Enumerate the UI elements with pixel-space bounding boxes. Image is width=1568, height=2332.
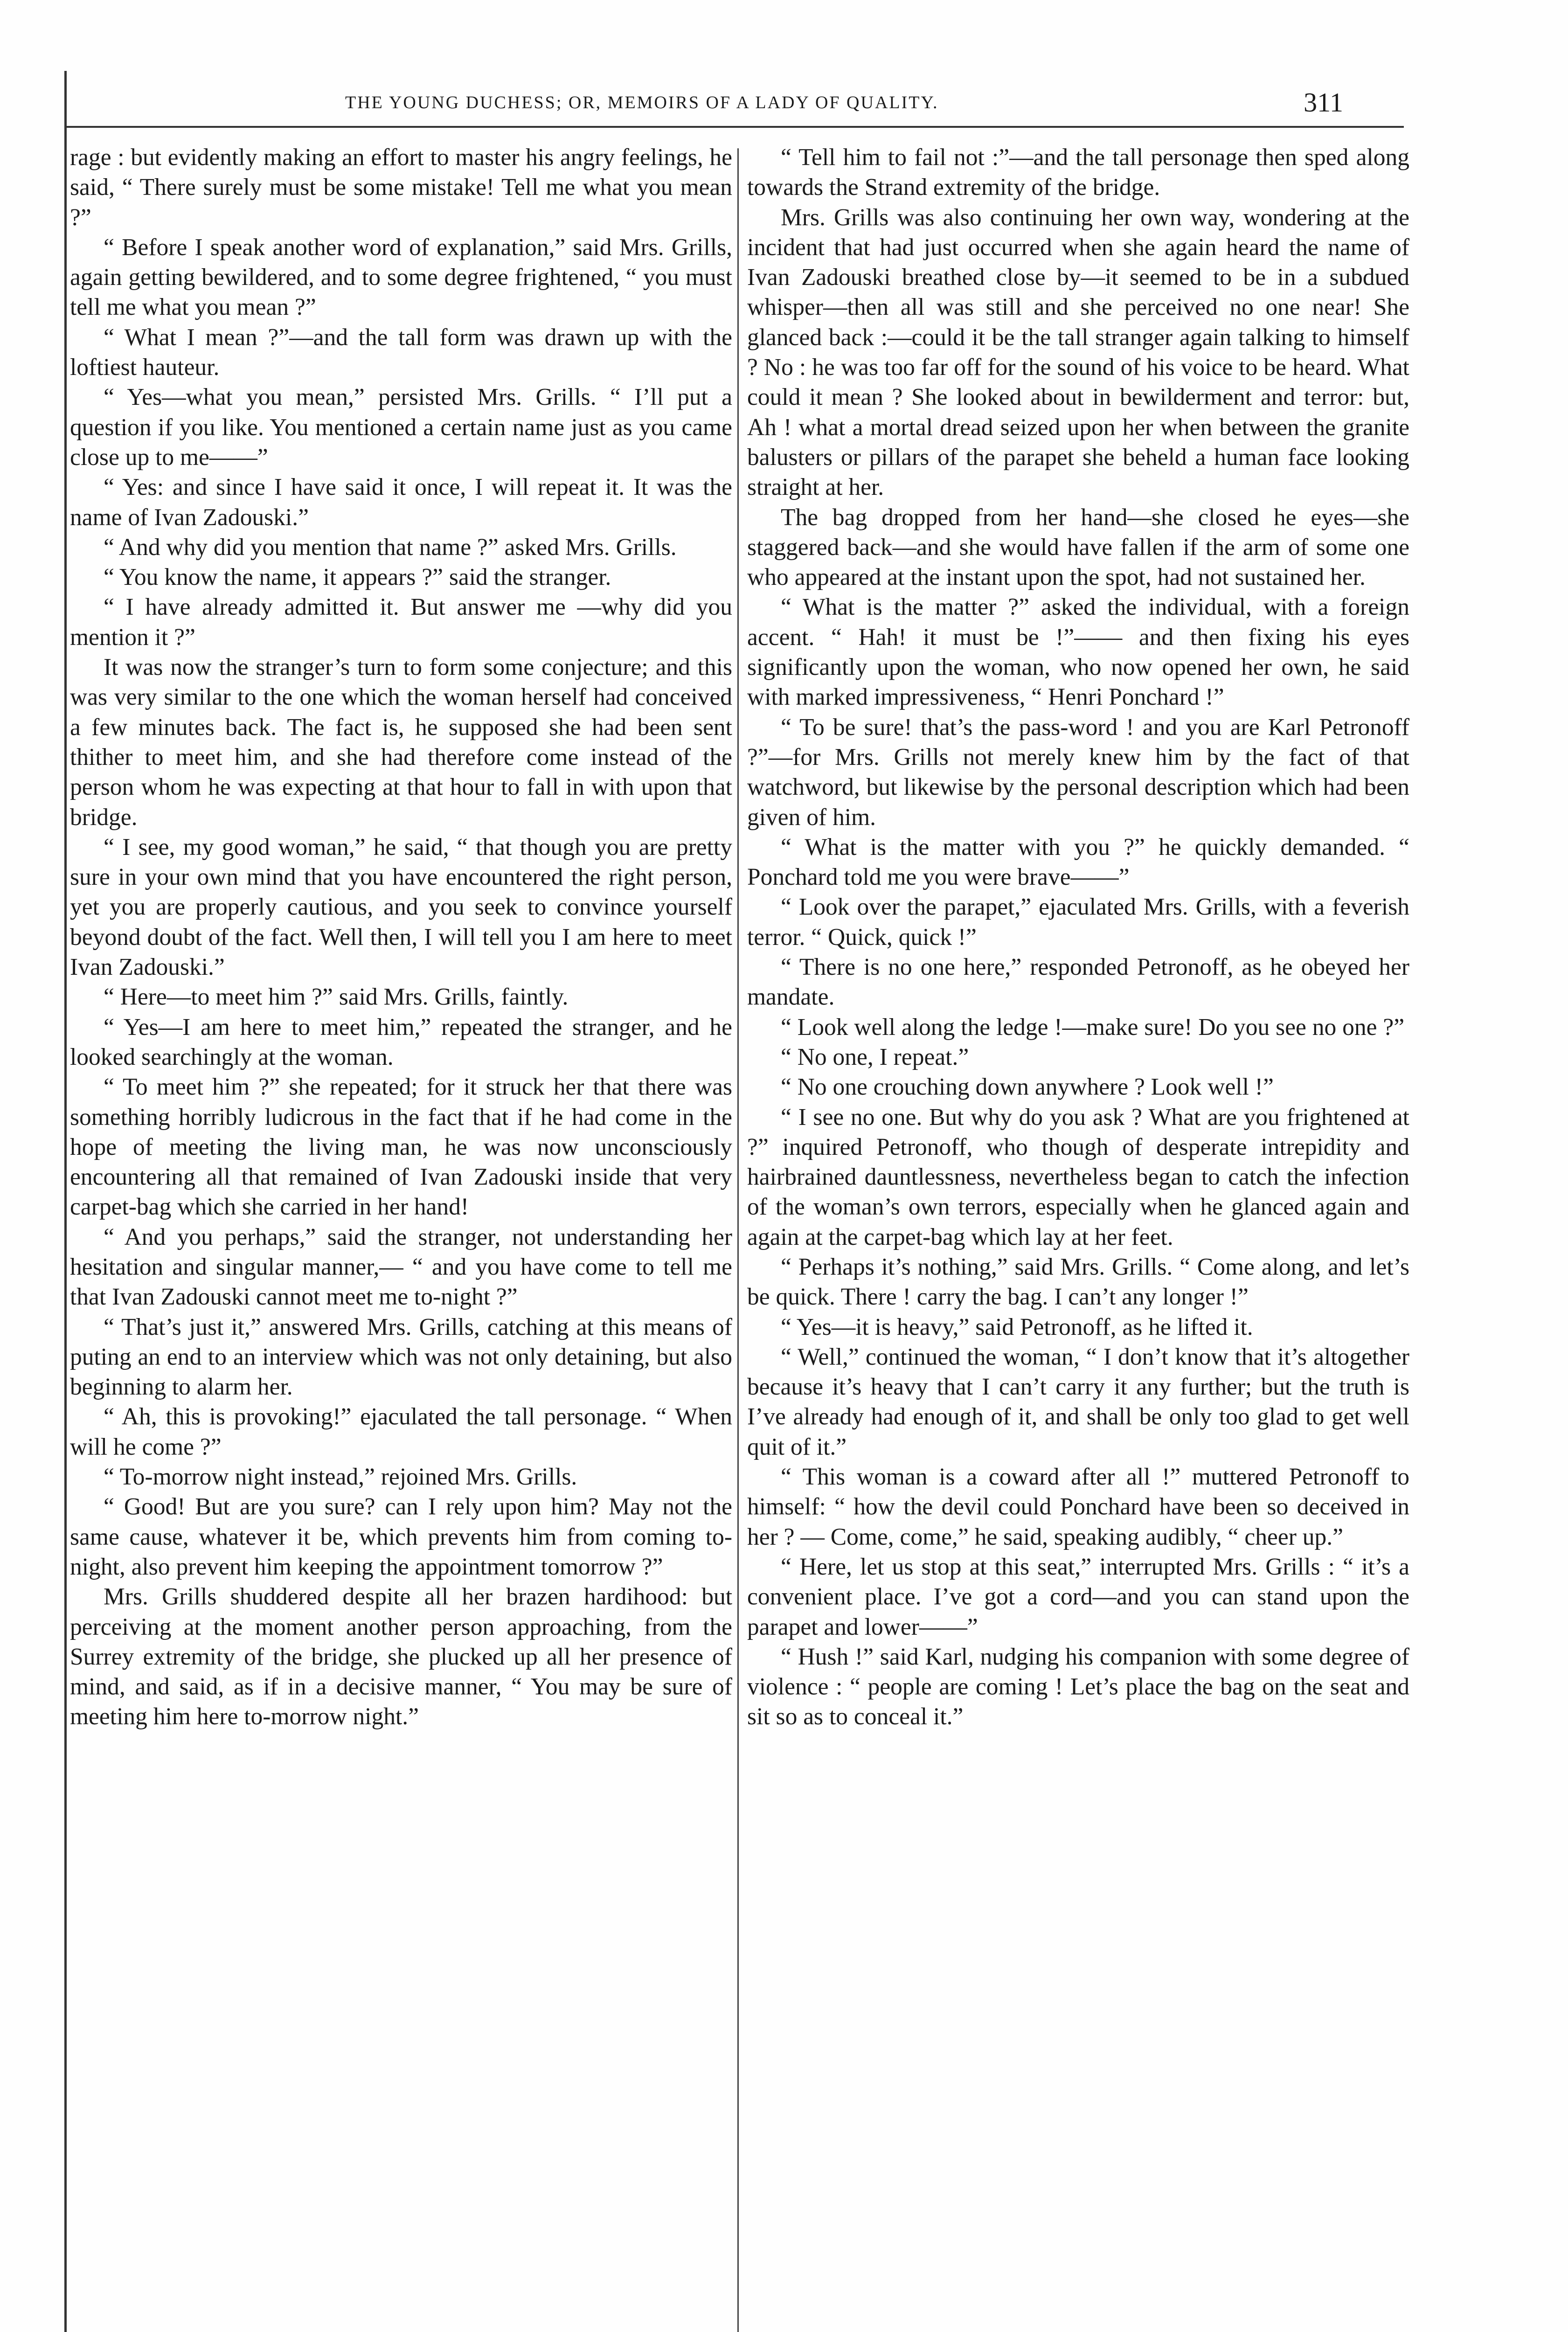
paragraph: Mrs. Grills was also continuing her own way, wondering at the incident that had just occurred when she again heard the name of Ivan Zadouski breathed close by—it seemed to be in a subdued whisper—then all was still and she perceived no one near! She glanced back :—could it be the tall stranger again talking to himself ? No : he was too far off for the sound of his voice to be heard. What could it mean ? She looked about in bewilderment and terror: but, Ah ! what a mortal dread seized upon her when between the granite balusters or pillars of the parapet she beheld a human face looking straight at her. <box>747 204 1409 501</box>
paragraph: “ No one crouching down anywhere ? Look well !” <box>781 1074 1274 1101</box>
paragraph: “ You know the name, it appears ?” said the stranger. <box>104 564 611 591</box>
paragraph: “ Here, let us stop at this seat,” interrupted Mrs. Grills : “ it’s a convenient place. I’ve got a cord—and you can stand upon the parapet and lower——” <box>747 1553 1409 1640</box>
paragraph: “ To meet him ?” she repeated; for it struck her that there was something horribly ludicrous in the fact that if he had come in the hope of meeting the living man, he was now unconsciously encountering all that remained of Ivan Zadouski inside that very carpet-bag which she carried in her hand! <box>70 1074 732 1221</box>
column-divider <box>737 148 739 2332</box>
paragraph: “ Ah, this is provoking!” ejaculated the tall personage. “ When will he come ?” <box>70 1403 732 1460</box>
right-column <box>747 143 1409 1732</box>
paragraph: “ I see no one. But why do you ask ? What are you frightened at ?” inquired Petronoff, who though of desperate intrepidity and hairbrained dauntlessness, nevertheless began to catch the infection of the woman’s own terrors, especially when he glanced again and again at the carpet-bag which lay at her feet. <box>747 1104 1409 1250</box>
running-title: THE YOUNG DUCHESS; OR, MEMOIRS OF A LADY OF QUALITY. <box>345 93 939 112</box>
paragraph: “ Yes—I am here to meet him,” repeated the stranger, and he looked searchingly at the woman. <box>70 1013 732 1070</box>
paragraph: “ That’s just it,” answered Mrs. Grills, catching at this means of puting an end to an interview which was not only detaining, but also beginning to alarm her. <box>70 1313 732 1401</box>
paragraph: “ To be sure! that’s the pass-word ! and you are Karl Petronoff ?”—for Mrs. Grills not merely knew him by the fact of that watchword, but likewise by the personal description which had been given of him. <box>747 714 1409 831</box>
paragraph: “ This woman is a coward after all !” muttered Petronoff to himself: “ how the devil could Ponchard have been so deceived in her ? — Come, come,” he said, speaking audibly, “ cheer up.” <box>747 1464 1409 1550</box>
left-border-rule <box>64 71 67 2332</box>
paragraph: “ Here—to meet him ?” said Mrs. Grills, faintly. <box>104 984 569 1011</box>
paragraph: “ I have already admitted it. But answer me —why did you mention it ?” <box>70 594 732 651</box>
paragraph: “ I see, my good woman,” he said, “ that though you are pretty sure in your own mind that you have encountered the right person, yet you are properly cautious, and you seek to convince yourself beyond doubt of the fact. Well then, I will tell you I am here to meet Ivan Zadouski.” <box>70 833 732 981</box>
paragraph: “ Yes—it is heavy,” said Petronoff, as he lifted it. <box>781 1313 1253 1340</box>
paragraph: “ Yes: and since I have said it once, I will repeat it. It was the name of Ivan Zadouski.” <box>70 474 732 531</box>
paragraph: “ And why did you mention that name ?” asked Mrs. Grills. <box>104 534 677 561</box>
page-number: 311 <box>1304 87 1343 118</box>
paragraph: “ Yes—what you mean,” persisted Mrs. Grills. “ I’ll put a question if you like. You mentioned a certain name just as you came close up to me——” <box>70 384 732 471</box>
paragraph: “ Look well along the ledge !—make sure! Do you see no one ?” <box>781 1013 1405 1041</box>
paragraph: “ What is the matter with you ?” he quickly demanded. “ Ponchard told me you were brave——” <box>747 833 1409 891</box>
paragraph: rage : but evidently making an effort to master his angry feelings, he said, “ There surely must be some mistake! Tell me what you mean ?” <box>70 144 732 231</box>
paragraph: “ Look over the parapet,” ejaculated Mrs. Grills, with a feverish terror. “ Quick, quick !” <box>747 894 1409 951</box>
page-header <box>345 87 1343 124</box>
paragraph: “ Tell him to fail not :”—and the tall personage then sped along towards the Strand extremity of the bridge. <box>747 144 1409 201</box>
paragraph: Mrs. Grills shuddered despite all her brazen hardihood: but perceiving at the moment another person approaching, from the Surrey extremity of the bridge, she plucked up all her presence of mind, and said, as if in a decisive manner, “ You may be sure of meeting him here to-morrow night.” <box>70 1583 732 1730</box>
paragraph: “ Before I speak another word of explanation,” said Mrs. Grills, again getting bewildered, and to some degree frightened, “ you must tell me what you mean ?” <box>70 234 732 321</box>
paragraph: “ Good! But are you sure? can I rely upon him? May not the same cause, whatever it be, which prevents him from coming to-night, also prevent him keeping the appointment tomorrow ?” <box>70 1493 732 1580</box>
left-column <box>70 143 732 1732</box>
paragraph: “ And you perhaps,” said the stranger, not understanding her hesitation and singular manner,— “ and you have come to tell me that Ivan Zadouski cannot meet me to-night ?” <box>70 1223 732 1311</box>
paragraph: “ Hush !” said Karl, nudging his companion with some degree of violence : “ people are coming ! Let’s place the bag on the seat and sit so as to conceal it.” <box>747 1643 1409 1730</box>
paragraph: “ Well,” continued the woman, “ I don’t know that it’s altogether because it’s heavy that I can’t carry it any further; but the truth is I’ve already had enough of it, and shall be only too glad to get well quit of it.” <box>747 1343 1409 1460</box>
header-rule <box>64 126 1404 128</box>
paragraph: “ What is the matter ?” asked the individual, with a foreign accent. “ Hah! it must be !”—— and then fixing his eyes significantly upon the woman, who now opened her own, he said with marked impressiveness, “ Henri Ponchard !” <box>747 594 1409 711</box>
paragraph: It was now the stranger’s turn to form some conjecture; and this was very similar to the one which the woman herself had conceived a few minutes back. The fact is, he supposed she had been sent thither to meet him, and she had therefore come instead of the person whom he was expecting at that hour to fall in with upon that bridge. <box>70 654 732 831</box>
paragraph: “ What I mean ?”—and the tall form was drawn up with the loftiest hauteur. <box>70 324 732 381</box>
paragraph: “ Perhaps it’s nothing,” said Mrs. Grills. “ Come along, and let’s be quick. There ! carry the bag. I can’t any longer !” <box>747 1253 1409 1311</box>
paragraph: “ There is no one here,” responded Petronoff, as he obeyed her mandate. <box>747 954 1409 1011</box>
paragraph: The bag dropped from her hand—she closed he eyes—she staggered back—and she would have fallen if the arm of some one who appeared at the instant upon the spot, had not sustained her. <box>747 504 1409 591</box>
paragraph: “ No one, I repeat.” <box>781 1043 969 1070</box>
paragraph: “ To-morrow night instead,” rejoined Mrs. Grills. <box>104 1464 577 1491</box>
